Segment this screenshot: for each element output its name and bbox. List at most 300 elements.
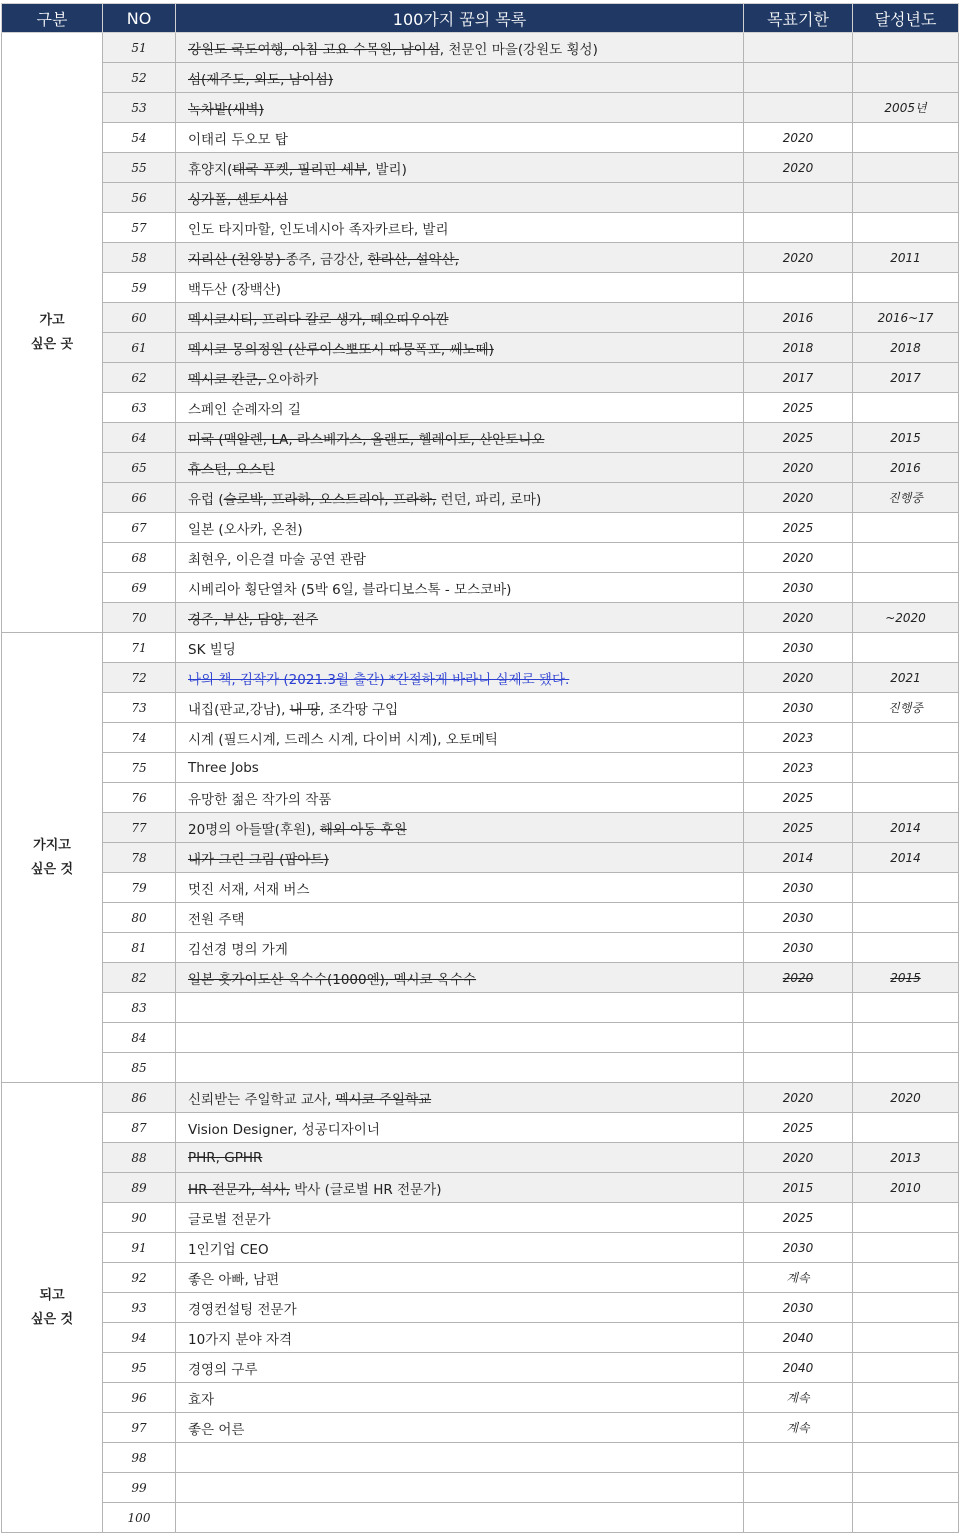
- row-number: 67: [103, 513, 176, 543]
- achieved-year: ~2020: [853, 603, 959, 633]
- table-row: [2, 63, 959, 93]
- struck-text: HR 전문가, 석사,: [188, 1181, 290, 1198]
- row-number: 99: [103, 1473, 176, 1503]
- row-number: 70: [103, 603, 176, 633]
- item-text: 이태리 두오모 탑: [188, 131, 288, 148]
- row-number: 73: [103, 693, 176, 723]
- target-year: 2020: [744, 153, 853, 183]
- dream-item: [176, 483, 744, 513]
- dream-item: [176, 333, 744, 363]
- struck-text: PHR, GPHR: [188, 1149, 263, 1166]
- target-year: 계속: [744, 1413, 853, 1443]
- row-number: 100: [103, 1503, 176, 1533]
- header-target: 목표기한: [744, 4, 853, 33]
- item-text: 인도 타지마할, 인도네시아 족자카르타, 발리: [188, 221, 449, 238]
- dream-list-table: [1, 3, 959, 1533]
- dream-item: [176, 93, 744, 123]
- target-year: 2025: [744, 813, 853, 843]
- dream-item: [176, 123, 744, 153]
- target-year: 2030: [744, 573, 853, 603]
- dream-item: [176, 753, 744, 783]
- dream-item: [176, 993, 744, 1023]
- row-number: 81: [103, 933, 176, 963]
- achieved-year: 2018: [853, 333, 959, 363]
- row-number: 91: [103, 1233, 176, 1263]
- dream-item: [176, 453, 744, 483]
- dream-item: [176, 1473, 744, 1503]
- dream-item: [176, 813, 744, 843]
- table-row: [2, 333, 959, 363]
- row-number: 66: [103, 483, 176, 513]
- row-number: 55: [103, 153, 176, 183]
- achieved-year: [853, 1053, 959, 1083]
- dream-item: [176, 423, 744, 453]
- target-year: 2020: [744, 543, 853, 573]
- achieved-year: [853, 573, 959, 603]
- struck-text: 해외 아동 후원: [319, 821, 407, 838]
- achieved-year: [853, 1503, 959, 1533]
- item-text: 전원 주택: [188, 911, 245, 928]
- achieved-year: [853, 1263, 959, 1293]
- table-row: [2, 423, 959, 453]
- row-number: 61: [103, 333, 176, 363]
- target-year: [744, 93, 853, 123]
- table-row: [2, 483, 959, 513]
- row-number: 98: [103, 1443, 176, 1473]
- table-row: [2, 1053, 959, 1083]
- header-category: 구분: [2, 4, 103, 33]
- target-year: 2030: [744, 933, 853, 963]
- achieved-year: 진행중: [853, 483, 959, 513]
- row-number: 63: [103, 393, 176, 423]
- item-text: 최현우, 이은결 마술 공연 관람: [188, 551, 366, 568]
- struck-text: 내가 그린 그림 (팝아트): [188, 851, 329, 868]
- struck-text: 강원도 국도여행, 아침 고요 수목원, 남이섬: [188, 41, 440, 58]
- item-text: 백두산 (장백산): [188, 281, 282, 298]
- target-year: 2025: [744, 513, 853, 543]
- achieved-year: 2014: [853, 843, 959, 873]
- row-number: 93: [103, 1293, 176, 1323]
- table-row: [2, 1143, 959, 1173]
- achieved-year: [853, 1413, 959, 1443]
- table-row: [2, 693, 959, 723]
- dream-item: [176, 903, 744, 933]
- row-number: 78: [103, 843, 176, 873]
- struck-text: 슬로박, 프라하, 오스트리아, 프라하,: [223, 491, 437, 508]
- dream-item: [176, 1143, 744, 1173]
- struck-text: 미국 (맥알렌, LA, 라스베가스, 올랜도, 헬레이토, 산안토니오: [188, 431, 545, 448]
- item-text: 종주, 금강산,: [285, 251, 368, 268]
- item-text: 20명의 아들딸(후원),: [188, 821, 320, 838]
- dream-item: [176, 363, 744, 393]
- achieved-year: [853, 1233, 959, 1263]
- achieved-year: 2005년: [853, 93, 959, 123]
- row-number: 52: [103, 63, 176, 93]
- category-cell: 가지고 싶은 것: [2, 633, 103, 1083]
- table-row: [2, 183, 959, 213]
- item-text: Three Jobs: [188, 759, 259, 776]
- achieved-year: 2014: [853, 813, 959, 843]
- table-row: [2, 1113, 959, 1143]
- achieved-year: [853, 933, 959, 963]
- achieved-year: [853, 273, 959, 303]
- item-text: , 천문인 마을(강원도 횡성): [439, 41, 598, 58]
- row-number: 89: [103, 1173, 176, 1203]
- item-text: 경영의 구루: [188, 1361, 258, 1378]
- row-number: 69: [103, 573, 176, 603]
- struck-text: 휴스턴, 오스틴: [188, 461, 275, 478]
- row-number: 68: [103, 543, 176, 573]
- item-text: 글로벌 전문가: [188, 1211, 271, 1228]
- target-year: 2015: [744, 1173, 853, 1203]
- row-number: 57: [103, 213, 176, 243]
- target-year: 2020: [744, 603, 853, 633]
- achieved-year: [853, 1443, 959, 1473]
- achieved-year: 2011: [853, 243, 959, 273]
- achieved-year: [853, 783, 959, 813]
- dream-item: [176, 1173, 744, 1203]
- target-year: 2030: [744, 903, 853, 933]
- item-text: 시계 (필드시계, 드레스 시계, 다이버 시계), 오토메틱: [188, 731, 498, 748]
- struck-text: 나의 책, 김작가 (2021.3월 출간) *간절하게 바라니 실제로 됐다.: [188, 671, 570, 688]
- category-cell: 되고 싶은 것: [2, 1083, 103, 1533]
- table-row: [2, 303, 959, 333]
- achieved-year: [853, 993, 959, 1023]
- achieved-year: [853, 33, 959, 63]
- target-year: 2023: [744, 723, 853, 753]
- item-text: 1인기업 CEO: [188, 1241, 269, 1258]
- achieved-year: [853, 153, 959, 183]
- table-body: [2, 33, 959, 1533]
- row-number: 80: [103, 903, 176, 933]
- achieved-year: [853, 1203, 959, 1233]
- dream-item: [176, 183, 744, 213]
- header-row: [2, 4, 959, 33]
- achieved-year: [853, 1473, 959, 1503]
- row-number: 58: [103, 243, 176, 273]
- item-text: 박사 (글로벌 HR 전문가): [289, 1181, 442, 1198]
- dream-item: [176, 1383, 744, 1413]
- table-row: [2, 153, 959, 183]
- target-year: 2017: [744, 363, 853, 393]
- target-year: 2020: [744, 663, 853, 693]
- table-row: [2, 393, 959, 423]
- struck-text: 경주, 부산, 담양, 전주: [188, 611, 319, 628]
- dream-item: [176, 723, 744, 753]
- achieved-year: [853, 1113, 959, 1143]
- row-number: 79: [103, 873, 176, 903]
- struck-text: 한라산, 설악산,: [367, 251, 459, 268]
- struck-text: 내 땅: [289, 701, 321, 718]
- target-year: 2030: [744, 873, 853, 903]
- table-row: [2, 513, 959, 543]
- table-row: [2, 723, 959, 753]
- target-year: 2030: [744, 693, 853, 723]
- row-number: 62: [103, 363, 176, 393]
- dream-item: [176, 153, 744, 183]
- row-number: 51: [103, 33, 176, 63]
- target-year: 2025: [744, 1113, 853, 1143]
- table-row: [2, 213, 959, 243]
- achieved-year: [853, 1353, 959, 1383]
- achieved-year: 2020: [853, 1083, 959, 1113]
- row-number: 88: [103, 1143, 176, 1173]
- row-number: 96: [103, 1383, 176, 1413]
- target-year: [744, 63, 853, 93]
- struck-text: 싱가폴, 센토사섬: [188, 191, 288, 208]
- item-text: 스페인 순례자의 길: [188, 401, 301, 418]
- dream-item: [176, 1413, 744, 1443]
- target-year: 2020: [744, 483, 853, 513]
- table-row: [2, 1023, 959, 1053]
- target-year: 2020: [744, 123, 853, 153]
- row-number: 85: [103, 1053, 176, 1083]
- dream-item: [176, 1233, 744, 1263]
- target-year: 2025: [744, 1203, 853, 1233]
- dream-item: [176, 1443, 744, 1473]
- achieved-year: 2013: [853, 1143, 959, 1173]
- item-text: , 조각땅 구입: [320, 701, 399, 718]
- dream-item: [176, 33, 744, 63]
- table-row: [2, 1233, 959, 1263]
- table-row: [2, 933, 959, 963]
- target-year: 2023: [744, 753, 853, 783]
- target-year: 2025: [744, 393, 853, 423]
- row-number: 87: [103, 1113, 176, 1143]
- struck-text: 멕시코 칸쿤,: [188, 371, 267, 388]
- achieved-year: [853, 903, 959, 933]
- row-number: 83: [103, 993, 176, 1023]
- item-text: 휴양지(: [188, 161, 233, 178]
- item-text: 시베리아 횡단열차 (5박 6일, 블라디보스톡 - 모스코바): [188, 581, 512, 598]
- row-number: 65: [103, 453, 176, 483]
- dream-item: [176, 273, 744, 303]
- dream-item: [176, 213, 744, 243]
- table-row: [2, 873, 959, 903]
- dream-item: [176, 1203, 744, 1233]
- achieved-year: [853, 393, 959, 423]
- target-year: [744, 1053, 853, 1083]
- item-text: 김선경 명의 가게: [188, 941, 288, 958]
- table-row: [2, 753, 959, 783]
- row-number: 84: [103, 1023, 176, 1053]
- table-row: [2, 603, 959, 633]
- target-year: 2020: [744, 453, 853, 483]
- row-number: 82: [103, 963, 176, 993]
- header-no: NO: [103, 4, 176, 33]
- struck-text: 태국 푸켓, 필리핀 세부: [232, 161, 367, 178]
- table-row: [2, 1413, 959, 1443]
- struck-text: 멕시코 몽의정원 (산루이스뽀또시 따뭉폭포, 쎄노떼): [188, 341, 494, 358]
- dream-item: [176, 873, 744, 903]
- struck-text: 지리산 (천왕봉): [188, 251, 286, 268]
- dream-item: [176, 843, 744, 873]
- header-achieved: 달성년도: [853, 4, 959, 33]
- row-number: 71: [103, 633, 176, 663]
- achieved-year: [853, 873, 959, 903]
- dream-item: [176, 1293, 744, 1323]
- dream-item: [176, 1053, 744, 1083]
- item-text: 좋은 어른: [188, 1421, 245, 1438]
- table-row: [2, 1203, 959, 1233]
- struck-text: 멕시코 주일학교: [335, 1091, 432, 1108]
- target-year: 계속: [744, 1263, 853, 1293]
- table-row: [2, 1083, 959, 1113]
- item-text: 경영컨설팅 전문가: [188, 1301, 297, 1318]
- target-year: [744, 1023, 853, 1053]
- struck-text: 멕시코시티, 프리다 칼로 생가, 떼오띠우아깐: [188, 311, 449, 328]
- header-item: 100가지 꿈의 목록: [176, 4, 744, 33]
- dream-item: [176, 573, 744, 603]
- dream-item: [176, 1323, 744, 1353]
- target-year: [744, 993, 853, 1023]
- target-year: [744, 1443, 853, 1473]
- row-number: 86: [103, 1083, 176, 1113]
- target-year: 2020: [744, 1083, 853, 1113]
- target-year: 2040: [744, 1353, 853, 1383]
- row-number: 59: [103, 273, 176, 303]
- item-text: 일본 (오사카, 온천): [188, 521, 303, 538]
- target-year: 2040: [744, 1323, 853, 1353]
- achieved-year: 2015: [853, 423, 959, 453]
- table-row: [2, 1323, 959, 1353]
- achieved-year: 2017: [853, 363, 959, 393]
- dream-item: [176, 1503, 744, 1533]
- achieved-year: 2016: [853, 453, 959, 483]
- table-row: [2, 1353, 959, 1383]
- table-row: [2, 1263, 959, 1293]
- target-year: [744, 213, 853, 243]
- achieved-year: [853, 183, 959, 213]
- dream-item: [176, 1023, 744, 1053]
- achieved-year: [853, 723, 959, 753]
- item-text: 신뢰받는 주일학교 교사,: [188, 1091, 336, 1108]
- table-row: [2, 273, 959, 303]
- achieved-year: 2016~17: [853, 303, 959, 333]
- dream-item: [176, 603, 744, 633]
- table-row: [2, 543, 959, 573]
- target-year: 2030: [744, 633, 853, 663]
- target-year: 2016: [744, 303, 853, 333]
- table-row: [2, 363, 959, 393]
- item-text: 멋진 서재, 서재 버스: [188, 881, 310, 898]
- target-year: 계속: [744, 1383, 853, 1413]
- dream-item: [176, 243, 744, 273]
- item-text: , 발리): [366, 161, 407, 178]
- achieved-year: [853, 213, 959, 243]
- struck-text: 일본 홋가이도산 옥수수(1000엔), 멕시코 옥수수: [188, 971, 477, 988]
- achieved-year: [853, 543, 959, 573]
- target-year: [744, 183, 853, 213]
- achieved-year: [853, 513, 959, 543]
- dream-item: [176, 633, 744, 663]
- achieved-year: [853, 1323, 959, 1353]
- row-number: 53: [103, 93, 176, 123]
- achieved-year: [853, 63, 959, 93]
- achieved-year: [853, 753, 959, 783]
- achieved-year: [853, 1293, 959, 1323]
- table-row: [2, 993, 959, 1023]
- dream-item: [176, 1113, 744, 1143]
- item-text: 내집(판교,강남),: [188, 701, 290, 718]
- table-row: [2, 573, 959, 603]
- row-number: 94: [103, 1323, 176, 1353]
- category-cell: 가고 싶은 곳: [2, 33, 103, 633]
- row-number: 74: [103, 723, 176, 753]
- achieved-year: 2010: [853, 1173, 959, 1203]
- target-year: 2030: [744, 1233, 853, 1263]
- table-row: [2, 963, 959, 993]
- dream-item: [176, 513, 744, 543]
- struck-text: 녹차밭(새벽): [188, 101, 264, 118]
- row-number: 64: [103, 423, 176, 453]
- achieved-year: [853, 633, 959, 663]
- target-year: [744, 1503, 853, 1533]
- row-number: 97: [103, 1413, 176, 1443]
- achieved-year: [853, 123, 959, 153]
- achieved-year: 진행중: [853, 693, 959, 723]
- item-text: 10가지 분야 자격: [188, 1331, 293, 1348]
- achieved-year: [853, 1383, 959, 1413]
- row-number: 95: [103, 1353, 176, 1383]
- row-number: 75: [103, 753, 176, 783]
- item-text: Vision Designer, 성공디자이너: [188, 1121, 380, 1138]
- table-row: [2, 1293, 959, 1323]
- dream-item: [176, 63, 744, 93]
- target-year: 2020: [744, 963, 853, 993]
- dream-item: [176, 693, 744, 723]
- target-year: [744, 1473, 853, 1503]
- dream-item: [176, 963, 744, 993]
- dream-item: [176, 1083, 744, 1113]
- item-text: 효자: [188, 1391, 215, 1408]
- dream-item: [176, 1353, 744, 1383]
- item-text: 런던, 파리, 로마): [436, 491, 542, 508]
- table-row: [2, 453, 959, 483]
- achieved-year: [853, 1023, 959, 1053]
- target-year: 2020: [744, 243, 853, 273]
- row-number: 54: [103, 123, 176, 153]
- table-row: [2, 843, 959, 873]
- table-row: [2, 813, 959, 843]
- dream-item: [176, 933, 744, 963]
- table-row: [2, 93, 959, 123]
- item-text: 유럽 (: [188, 491, 224, 508]
- item-text: 유망한 젊은 작가의 작품: [188, 791, 332, 808]
- row-number: 76: [103, 783, 176, 813]
- table-row: [2, 33, 959, 63]
- table-row: [2, 1443, 959, 1473]
- dream-item: [176, 303, 744, 333]
- dream-item: [176, 663, 744, 693]
- table-row: [2, 1383, 959, 1413]
- achieved-year: 2021: [853, 663, 959, 693]
- table-row: [2, 903, 959, 933]
- target-year: 2020: [744, 1143, 853, 1173]
- dream-item: [176, 783, 744, 813]
- target-year: [744, 273, 853, 303]
- target-year: 2030: [744, 1293, 853, 1323]
- row-number: 77: [103, 813, 176, 843]
- item-text: 좋은 아빠, 남편: [188, 1271, 280, 1288]
- table-row: [2, 1473, 959, 1503]
- dream-item: [176, 393, 744, 423]
- target-year: 2014: [744, 843, 853, 873]
- row-number: 90: [103, 1203, 176, 1233]
- table-row: [2, 243, 959, 273]
- target-year: [744, 33, 853, 63]
- table-row: [2, 663, 959, 693]
